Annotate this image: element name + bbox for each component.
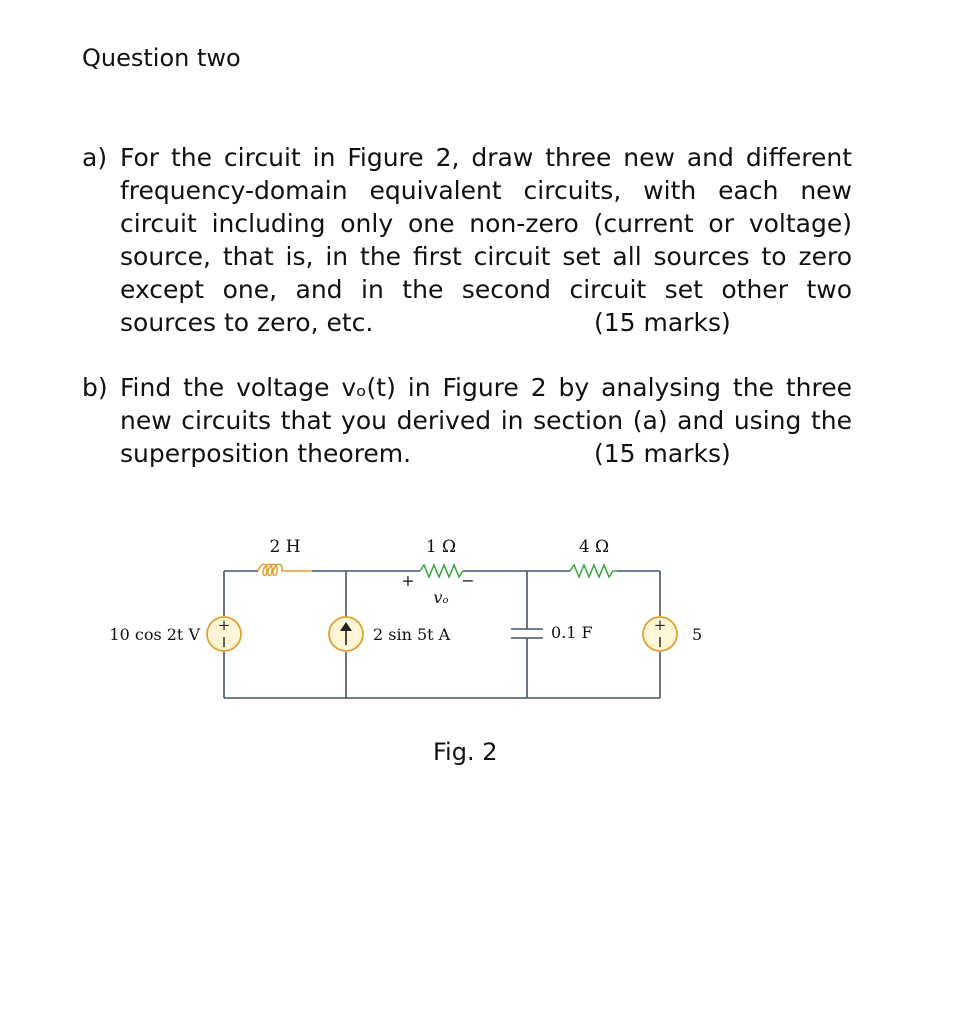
part-b-line: Find the voltage vₒ(t) in Figure 2 by analysing the three: [120, 373, 852, 402]
figure-caption: Fig. 2: [433, 738, 498, 766]
part-a-marks: (15 marks): [594, 308, 731, 337]
voltage-source-2-icon: [643, 616, 677, 651]
resistor-1-label: 1 Ω: [425, 537, 457, 557]
part-b-marks: (15 marks): [594, 439, 731, 468]
part-a-line: frequency-domain equivalent circuits, with each new: [120, 176, 852, 205]
part-a-label: a): [82, 143, 108, 172]
capacitor-icon: [511, 629, 543, 638]
resistor-1-icon: [420, 565, 463, 577]
part-a-line: source, that is, in the first circuit set all sources to zero: [120, 242, 852, 271]
source-2-label: 5: [692, 625, 703, 644]
vo-minus-sign: −: [461, 571, 475, 590]
part-b-label: b): [82, 373, 108, 402]
question-title: Question two: [82, 44, 241, 72]
vo-plus-sign: +: [401, 571, 415, 590]
part-a-line: For the circuit in Figure 2, draw three new and different: [120, 143, 852, 172]
part-a-line: except one, and in the second circuit set other two: [120, 275, 852, 304]
part-b-line: new circuits that you derived in section (a) and using the: [120, 406, 852, 435]
current-source-icon: [329, 617, 363, 651]
inductor-label: 2 H: [269, 537, 301, 557]
part-a-line: sources to zero, etc.: [120, 308, 374, 337]
voltage-source-icon: [207, 616, 241, 651]
capacitor-label: 0.1 F: [551, 623, 593, 642]
source-1-label: 10 cos 2t V: [109, 625, 200, 644]
resistor-2-label: 4 Ω: [578, 537, 610, 557]
resistor-2-icon: [570, 565, 617, 577]
part-a-line: circuit including only one non-zero (current or voltage): [120, 209, 852, 238]
part-b-line: superposition theorem.: [120, 439, 412, 468]
inductor-icon: [258, 564, 312, 575]
svg-text:+: +: [653, 616, 667, 634]
vo-label: vₒ: [433, 588, 449, 607]
current-source-label: 2 sin 5t A: [373, 625, 451, 644]
svg-text:+: +: [217, 616, 231, 634]
